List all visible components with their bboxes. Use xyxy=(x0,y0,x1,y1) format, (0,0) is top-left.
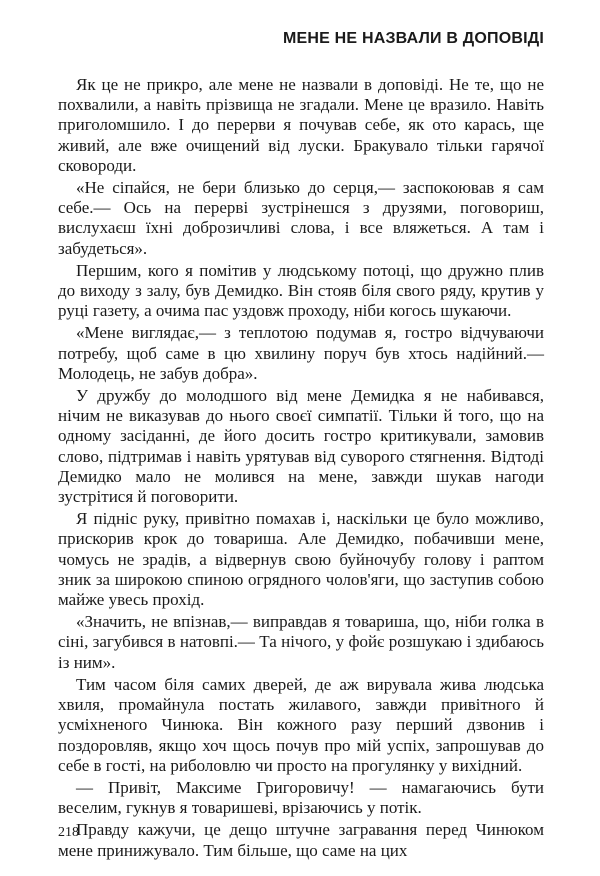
paragraph: У дружбу до молодшого від мене Демидка я не набивався, нічим не виказував до нього своєї симпатії. Тільки й того, що на одному засіданні, де його досить гостро критикували, замовив слово, підтримав і навіть урятував від суворого стягнення. Відтоді Демидко мало не молився на мене, завжди шукав нагоди зустрітися й поговорити. xyxy=(58,386,544,507)
paragraph: Як це не прикро, але мене не назвали в доповіді. Не те, що не похвалили, а навіть прізвища не згадали. Мене це вразило. Навіть приголомшило. І до перерви я почував себе, як ото карась, ще живий, але вже очищений від луски. Бракувало тільки гарячої сковороди. xyxy=(58,75,544,175)
running-title: МЕНЕ НЕ НАЗВАЛИ В ДОПОВІДІ xyxy=(283,30,544,47)
paragraph: «Мене виглядає,— з теплотою подумав я, гостро відчуваючи потребу, щоб саме в цю хвилину поруч був хтось надійний.— Молодець, не забув добра». xyxy=(58,323,544,383)
paragraph: «Значить, не впізнав,— виправдав я товариша, що, ніби голка в сіні, загубився в натовпі.— Та нічого, у фойє розшукаю і здибаюсь із ним». xyxy=(58,612,544,672)
body-text xyxy=(58,75,544,861)
paragraph: Я підніс руку, привітно помахав і, наскільки це було можливо, прискорив крок до товариша. Але Демидко, побачивши мене, чомусь не зрадів, а відвернув свою буйночубу голову і раптом зник за широкою спиною огрядного чолов'яги, що заступив собою майже увесь прохід. xyxy=(58,509,544,610)
paragraph: — Привіт, Максиме Григоровичу! — намагаючись бути веселим, гукнув я товаришеві, врізаючись у потік. xyxy=(58,777,544,818)
paragraph: Першим, кого я помітив у людському потоці, що дружно плив до виходу з залу, був Демидко. Він стояв біля свого ряду, крутив у руці газету, а очима пас уздовж проходу, ніби когось шукаючи. xyxy=(58,260,544,321)
paragraph: Тим часом біля самих дверей, де аж вирувала жива людська хвиля, промайнула постать жилавого, завжди привітного й усміхненого Чинюка. Він кожного разу перший дзвонив і поздоровляв, якщо хоч щось почув про мій успіх, запрошував до себе в гості, на риболовлю чи просто на прогулянку у вихідний. xyxy=(58,674,544,775)
book-page xyxy=(58,30,544,860)
paragraph: Правду кажучи, це дещо штучне загравання перед Чинюком мене принижувало. Тим більше, що саме на цих xyxy=(58,820,544,860)
page-number: 218 xyxy=(58,825,79,840)
paragraph: «Не сіпайся, не бери близько до серця,— заспокоював я сам себе.— Ось на перерві зустрінешся з друзями, поговориш, вислухаєш їхні доброзичливі слова, і все вляжеться. А там і забудеться». xyxy=(58,178,544,258)
